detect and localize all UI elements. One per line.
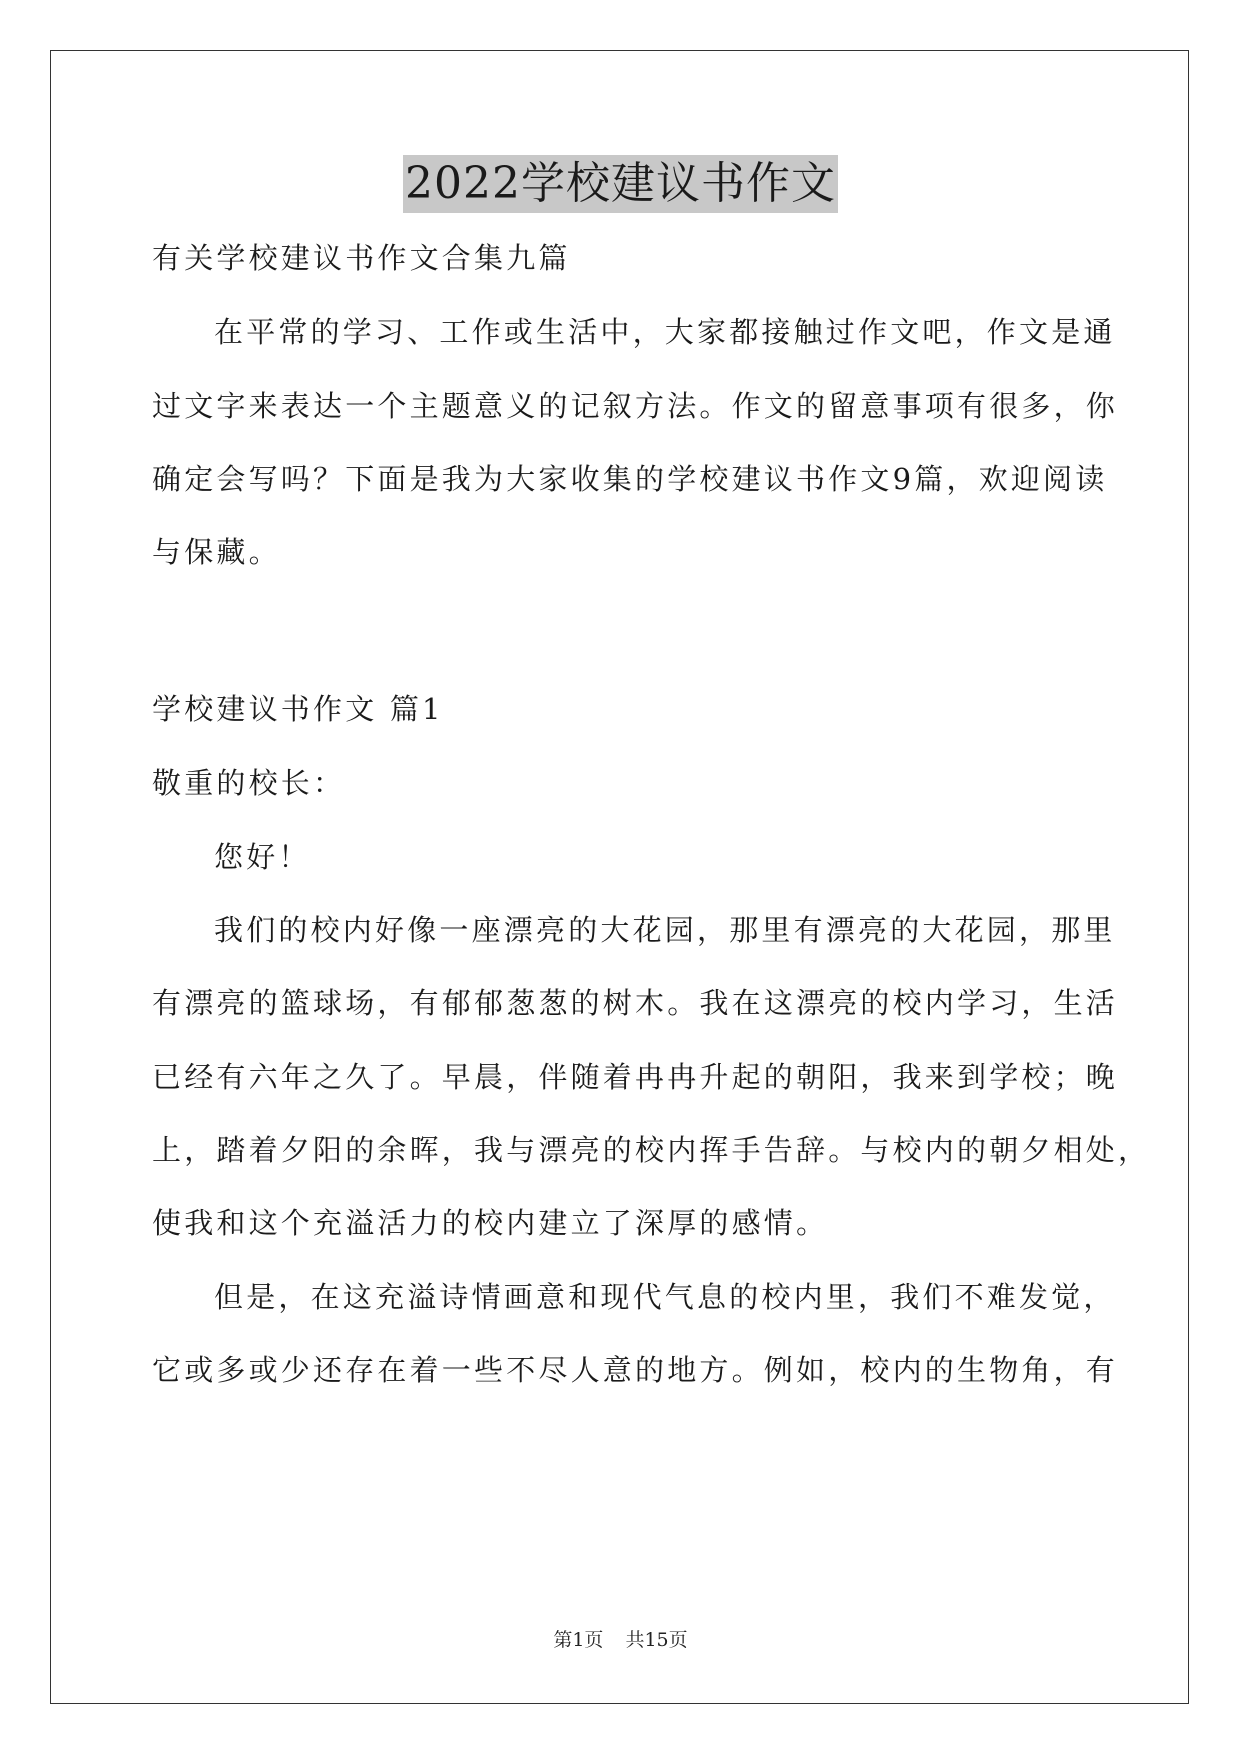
paragraph-line: 有漂亮的篮球场，有郁郁葱葱的树木。我在这漂亮的校内学习，生活 <box>152 986 1119 1020</box>
paragraph-line: 使我和这个充溢活力的校内建立了深厚的感情。 <box>152 1206 829 1240</box>
salutation: 敬重的校长： <box>152 766 346 800</box>
paragraph-line: 已经有六年之久了。早晨，伴随着冉冉升起的朝阳，我来到学校；晚 <box>152 1060 1119 1094</box>
document-subtitle: 有关学校建议书作文合集九篇 <box>152 241 571 275</box>
paragraph-line: 上，踏着夕阳的余晖，我与漂亮的校内挥手告辞。与校内的朝夕相处， <box>152 1133 1151 1167</box>
paragraph-line: 它或多或少还存在着一些不尽人意的地方。例如，校内的生物角，有 <box>152 1353 1119 1387</box>
intro-line: 与保藏。 <box>152 535 281 569</box>
title-container <box>0 155 1241 213</box>
greeting: 您好！ <box>214 840 311 874</box>
page-total: 共15页 <box>625 1629 688 1651</box>
page-border <box>50 50 1189 1704</box>
page-number: 第1页 <box>553 1629 604 1651</box>
document-title: 2022学校建议书作文 <box>403 155 838 213</box>
intro-line: 过文字来表达一个主题意义的记叙方法。作文的留意事项有很多，你 <box>152 389 1119 423</box>
paragraph-line: 但是，在这充溢诗情画意和现代气息的校内里，我们不难发觉， <box>214 1280 1116 1314</box>
intro-line: 在平常的学习、工作或生活中，大家都接触过作文吧，作文是通 <box>214 315 1116 349</box>
page-footer <box>0 1628 1241 1652</box>
section-heading: 学校建议书作文 篇1 <box>152 692 444 726</box>
paragraph-line: 我们的校内好像一座漂亮的大花园，那里有漂亮的大花园，那里 <box>214 913 1116 947</box>
intro-line: 确定会写吗？下面是我为大家收集的学校建议书作文9篇，欢迎阅读 <box>152 462 1108 496</box>
